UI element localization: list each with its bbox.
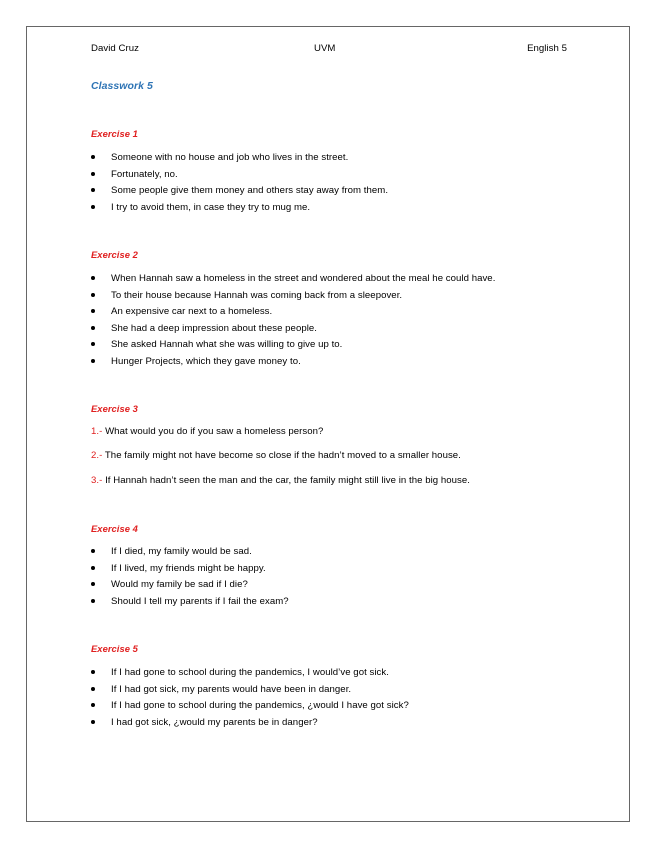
- item-text: The family might not have become so close if the hadn’t moved to a smaller house.: [102, 450, 461, 461]
- list-item-text: Fortunately, no.: [111, 168, 178, 180]
- item-text: What would you do if you saw a homeless person?: [102, 426, 324, 437]
- list-item-text: Hunger Projects, which they gave money to.: [111, 355, 301, 367]
- item-number: 3.-: [91, 475, 103, 486]
- item-number: 1.-: [91, 426, 103, 437]
- list-item: [91, 322, 495, 339]
- exercise-5-heading: Exercise 5: [91, 643, 138, 654]
- list-item: [91, 699, 409, 716]
- list-item: [91, 184, 388, 201]
- list-item-text: If I had gone to school during the pandemics, I would’ve got sick.: [111, 667, 389, 678]
- bullet-icon: [91, 293, 95, 297]
- list-item-text: I try to avoid them, in case they try to mug me.: [111, 201, 311, 213]
- bullet-icon: [91, 687, 95, 691]
- exercise-4-list: [91, 545, 289, 611]
- list-item-text: If I died, my family would be sad.: [111, 546, 252, 557]
- document-title: Classwork 5: [91, 80, 153, 92]
- list-item: [91, 355, 495, 372]
- list-item: [91, 545, 289, 562]
- list-item-text: Would my family be sad if I die?: [111, 579, 248, 591]
- exercise-5-list: [91, 666, 409, 732]
- bullet-icon: [91, 205, 95, 209]
- bullet-icon: [91, 566, 95, 570]
- list-item: [91, 716, 409, 733]
- bullet-icon: [91, 359, 95, 363]
- bullet-icon: [91, 342, 95, 346]
- list-item-text: When Hannah saw a homeless in the street and wondered about the meal he could have.: [111, 273, 496, 284]
- bullet-icon: [91, 309, 95, 313]
- list-item: [91, 151, 388, 168]
- exercise-1-list: [91, 151, 388, 217]
- numbered-item-1: [91, 425, 323, 439]
- bullet-icon: [91, 326, 95, 330]
- header-course: English 5: [527, 43, 567, 54]
- bullet-icon: [91, 172, 95, 176]
- list-item-text: Should I tell my parents if I fail the exam?: [111, 595, 289, 607]
- list-item-text: To their house because Hannah was coming back from a sleepover.: [111, 289, 403, 301]
- list-item-text: If I lived, my friends might be happy.: [111, 562, 266, 574]
- bullet-icon: [91, 276, 95, 280]
- list-item: [91, 338, 495, 355]
- bullet-icon: [91, 549, 95, 553]
- bullet-icon: [91, 599, 95, 603]
- exercise-4-heading: Exercise 4: [91, 523, 138, 534]
- bullet-icon: [91, 155, 95, 159]
- exercise-2-heading: Exercise 2: [91, 249, 138, 260]
- list-item: [91, 272, 495, 289]
- list-item: [91, 578, 289, 595]
- list-item: [91, 666, 409, 683]
- bullet-icon: [91, 188, 95, 192]
- list-item: [91, 305, 495, 322]
- exercise-3-heading: Exercise 3: [91, 403, 138, 414]
- list-item: [91, 168, 388, 185]
- list-item: [91, 201, 388, 218]
- list-item-text: If I had got sick, my parents would have been in danger.: [111, 683, 352, 695]
- bullet-icon: [91, 703, 95, 707]
- list-item-text: If I had gone to school during the pandemics, ¿would I have got sick?: [111, 700, 409, 712]
- exercise-1-heading: Exercise 1: [91, 128, 138, 139]
- header-author: David Cruz: [91, 43, 139, 54]
- list-item: [91, 289, 495, 306]
- list-item: [91, 683, 409, 700]
- item-number: 2.-: [91, 450, 103, 461]
- page-header: [91, 43, 567, 57]
- list-item-text: Some people give them money and others stay away from them.: [111, 185, 389, 197]
- list-item: [91, 595, 289, 612]
- list-item-text: An expensive car next to a homeless.: [111, 306, 273, 318]
- bullet-icon: [91, 720, 95, 724]
- list-item-text: She asked Hannah what she was willing to give up to.: [111, 339, 343, 351]
- numbered-item-3: [91, 474, 470, 488]
- bullet-icon: [91, 670, 95, 674]
- header-school: UVM: [314, 43, 336, 54]
- bullet-icon: [91, 582, 95, 586]
- numbered-item-2: [91, 449, 461, 463]
- list-item-text: She had a deep impression about these people.: [111, 322, 317, 334]
- list-item-text: Someone with no house and job who lives in the street.: [111, 152, 349, 163]
- exercise-2-list: [91, 272, 495, 372]
- list-item-text: I had got sick, ¿would my parents be in danger?: [111, 716, 318, 728]
- item-text: If Hannah hadn’t seen the man and the car, the family might still live in the big house.: [102, 475, 470, 486]
- list-item: [91, 562, 289, 579]
